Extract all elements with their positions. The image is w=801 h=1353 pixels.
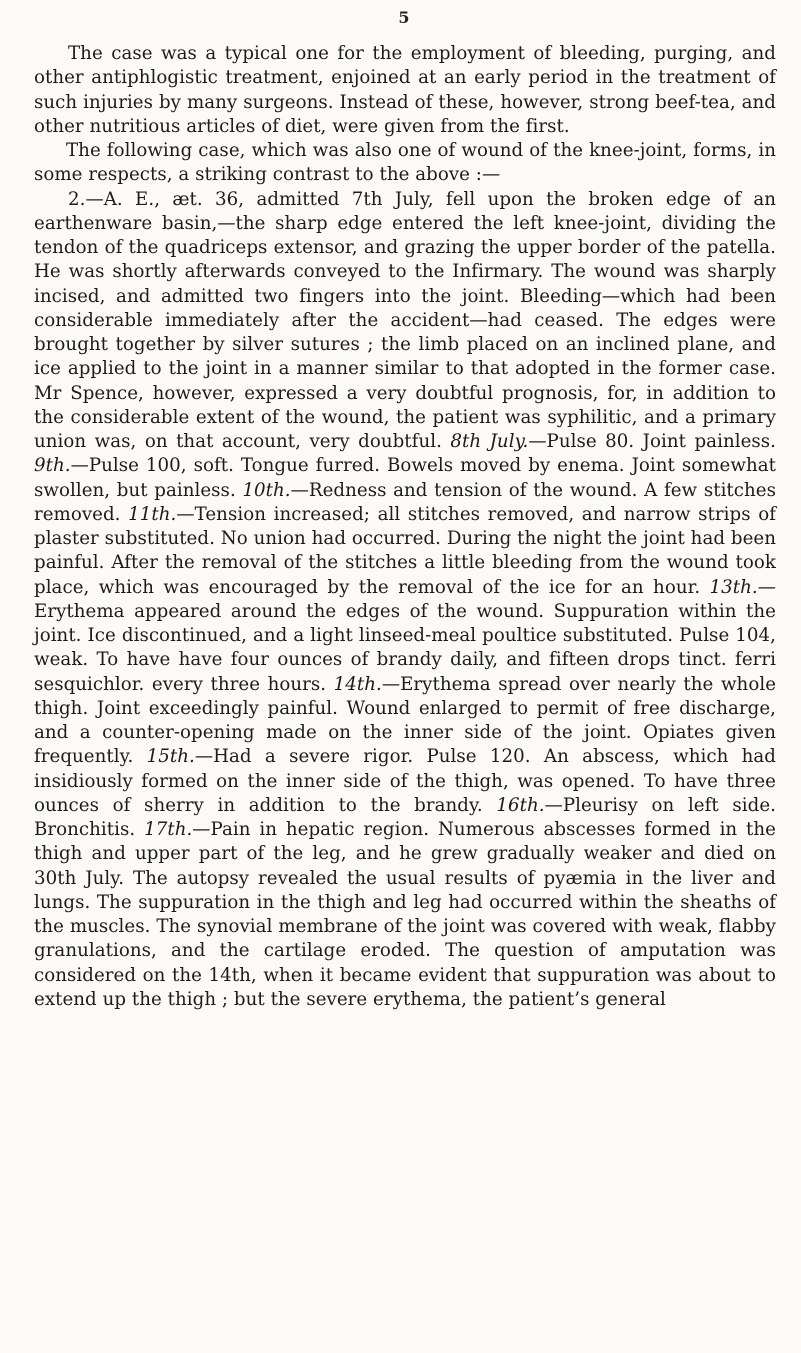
date-15th: 15th. bbox=[146, 746, 195, 768]
entry-16th-text: —Pleurisy on left side. Bronchitis. bbox=[34, 794, 777, 840]
entry-14th-text: —Erythema spread over nearly the whole thigh. Joint exceedingly painful. Wound enlarged to permit of free discharge, and a counter-opening made on the inner side of the joint. Opiates given frequently. bbox=[34, 673, 777, 768]
entry-10th-text: —Redness and tension of the wound. A few stitches removed. bbox=[34, 479, 776, 525]
paragraph-case-2 bbox=[34, 188, 776, 1013]
entry-17th-text: —Pain in hepatic region. Numerous abscesses formed in the thigh and upper part of the leg, and he grew gradually weaker and died on 30th July. The autopsy revealed the usual results of pyæmia in the liver and lungs. The suppuration in the thigh and leg had occurred within the sheaths of the muscles. The synovial membrane of the joint was covered with weak, flabby granulations, and the cartilage eroded. The question of amputation was considered on the 14th, when it became evident that suppuration was about to extend up the thigh ; but the severe erythema, the patient’s general bbox=[34, 819, 776, 1010]
paragraph-antiphlogistic: The case was a typical one for the employment of bleeding, purging, and other antiphlogistic treatment, enjoined at an early period in the treatment of such injuries by many surgeons. Instead of these, however, strong beef-tea, and other nutritious articles of diet, were given from the first. bbox=[34, 43, 776, 137]
date-16th: 16th. bbox=[496, 794, 545, 816]
entry-9th-text: —Pulse 100, soft. Tongue furred. Bowels moved by enema. Joint somewhat swollen, but painless. bbox=[34, 455, 776, 501]
entry-8th-text: —Pulse 80. Joint painless. bbox=[528, 431, 776, 452]
case-intro-text: 2.—A. E., æt. 36, admitted 7th July, fell upon the broken edge of an earthenware basin,—the sharp edge entered the left knee-joint, dividing the tendon of the quadriceps extensor, and grazing the upper border of the patella. He was shortly afterwards conveyed to the Infirmary. The wound was sharply incised, and admitted two fingers into the joint. Bleeding—which had been considerable immediately after the accident—had ceased. The edges were brought together by silver sutures ; the limb placed on an inclined plane, and ice applied to the joint in a manner similar to that adopted in the former case. Mr Spence, however, expressed a very doubtful prognosis, for, in addition to the considerable extent of the wound, the patient was syphilitic, and a primary union was, on that account, very doubtful. bbox=[34, 188, 776, 452]
date-10th: 10th. bbox=[242, 479, 291, 501]
date-9th: 9th. bbox=[34, 455, 71, 477]
body-text bbox=[34, 42, 776, 1012]
date-17th: 17th. bbox=[144, 819, 193, 840]
entry-13th-text: —Erythema appeared around the edges of the wound. Suppuration within the joint. Ice discontinued, and a light linseed-meal poultice substituted. Pulse 104, weak. To have have four ounces of brandy daily, and fifteen drops tinct. ferri sesquichlor. every three hours. bbox=[34, 576, 776, 695]
date-14th: 14th. bbox=[333, 673, 382, 695]
date-13th: 13th. bbox=[709, 576, 758, 598]
date-11th: 11th. bbox=[128, 503, 177, 525]
entry-11th-text: —Tension increased; all stitches removed, and narrow strips of plaster substituted. No union had occurred. During the night the joint had been painful. After the removal of the stitches a little bleeding from the wound took place, which was encouraged by the removal of the ice for an hour. bbox=[34, 503, 776, 598]
page-number: 5 bbox=[398, 8, 410, 27]
entry-15th-text: —Had a severe rigor. Pulse 120. An abscess, which had insidiously formed on the inner side of the thigh, was opened. To have three ounces of sherry in addition to the brandy. bbox=[34, 746, 777, 816]
paragraph-following-case: The following case, which was also one of wound of the knee-joint, forms, in some respects, a striking contrast to the above :— bbox=[34, 140, 776, 186]
date-8th-july: 8th July. bbox=[450, 431, 529, 452]
